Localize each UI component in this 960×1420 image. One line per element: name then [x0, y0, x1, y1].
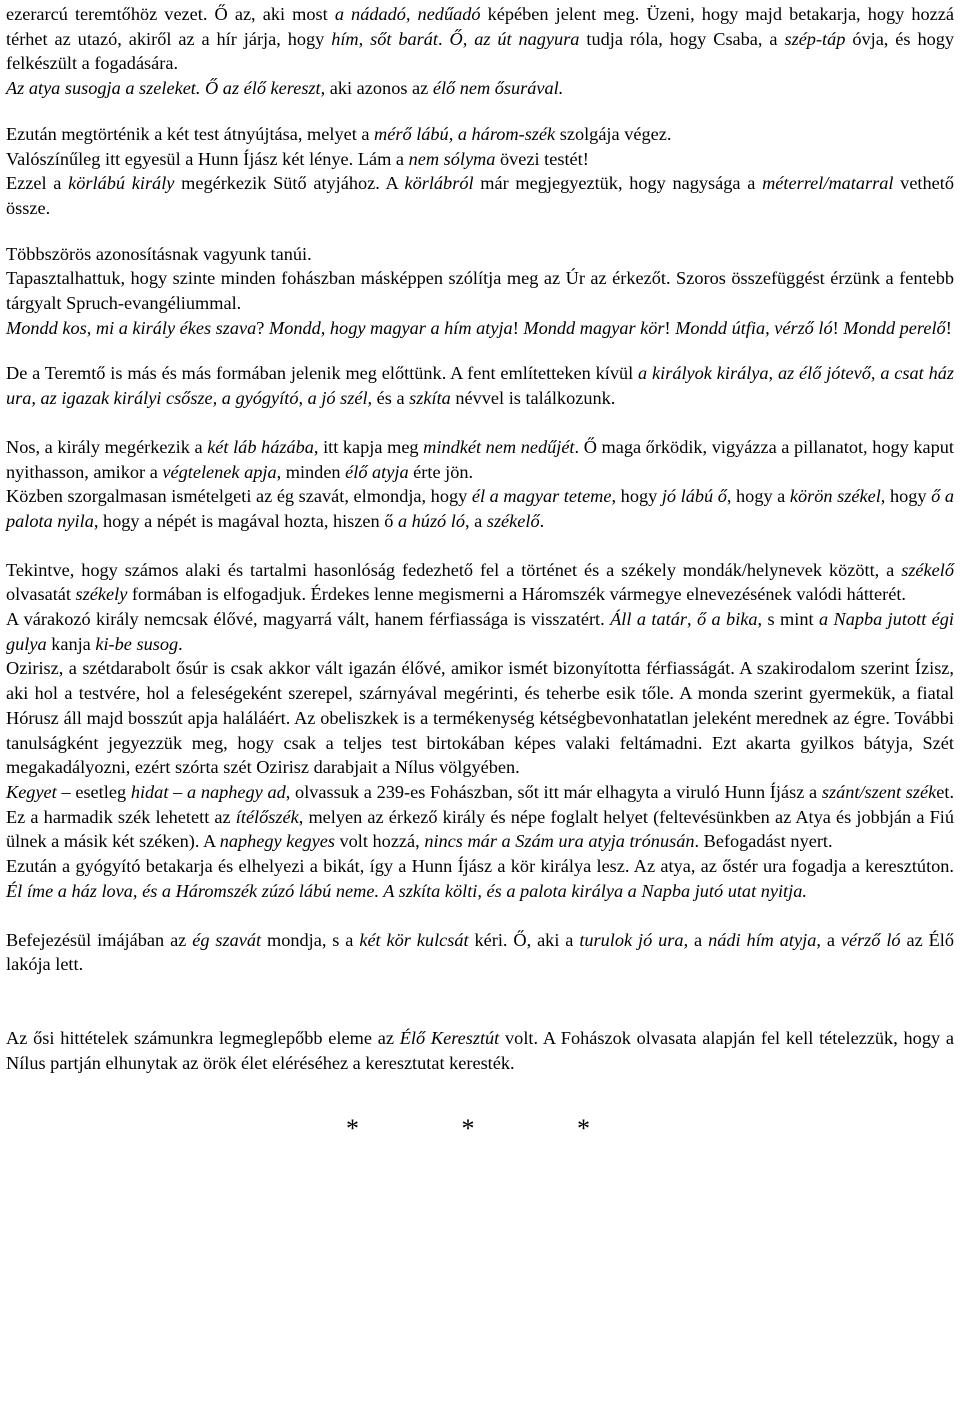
paragraph	[6, 928, 954, 977]
text-run: .	[539, 510, 545, 531]
text-run: képében jelent meg. Üzeni, hogy majd betakarja, hogy hozzá térhet az utazó, akiről az a hír járja, hogy	[6, 4, 954, 49]
text-run: Ezután a gyógyító betakarja és elhelyezi a bikát, így a Hunn Íjász a kör királya lesz. Az atya, az őstér ura fogadja a keresztúton.	[6, 856, 954, 877]
italic-run: ki-be susog	[95, 633, 179, 654]
italic-run: körlábról	[404, 173, 474, 194]
italic-run: ítélőszék	[235, 806, 299, 827]
italic-run: mérő lábú, a három-szék	[374, 123, 556, 144]
text-run: !	[832, 317, 844, 338]
italic-run: vérző ló	[840, 929, 901, 950]
paragraph	[6, 435, 954, 484]
italic-run: élő kereszt	[243, 78, 321, 99]
italic-run: Élő Keresztút	[399, 1027, 500, 1048]
text-run: és a	[372, 388, 410, 409]
italic-run: székelő	[486, 510, 540, 531]
text-run: !	[664, 317, 676, 338]
italic-run: Mondd, hogy magyar a hím atyja	[268, 317, 513, 338]
italic-run: Mondd magyar kör	[523, 317, 665, 338]
text-run: Ozirisz, a szétdarabolt ősúr is csak akkor vált igazán élővé, amikor ismét bizonyította férfiasságát. A szakirodalom szerint Ízisz, aki hol a testvére, hol a feleségeként szerepel, szárnyával megérinti, és teherbe esik tőle. A monda szerint gyermekük, a fiatal Hórusz áll majd bosszút apja haláláért. Az obeliszkek is a termékenység kétségbevonhatatlan jeleként merednek az égre. További tanulságként jegyezzük meg, hogy csak a teljes test birtokában képes valaki feltámadni. Ezt akarta gyilkos bátyja, Szét megakadályozni, ezért szórta szét Ozirisz darabjait a Nílus völgyében.	[6, 658, 954, 778]
paragraph	[6, 2, 954, 76]
italic-run: a királyok királya, az élő jótevő, a csat ház ura, az igazak királyi csősze, a gyógyító, a jó szél,	[6, 363, 954, 409]
italic-run: hidat	[130, 781, 169, 802]
text-run: . Befogadást nyert.	[694, 831, 833, 852]
section-separator: * * *	[346, 1114, 638, 1144]
text-run: , hogy a népét is magával hozta, hiszen ő	[93, 510, 398, 531]
text-run: kanja	[46, 633, 96, 654]
text-run: ?	[256, 317, 269, 338]
paragraph	[6, 76, 954, 101]
italic-run: Él íme a ház lova, és a Háromszék zúzó lábú neme. A szkíta költi, és a palota királya a Napba jutó utat nyitja.	[6, 880, 807, 901]
text-run: !	[512, 317, 524, 338]
italic-run: ő a bika	[696, 609, 758, 630]
text-run: , itt kapja meg	[313, 436, 424, 457]
italic-run: a Napba jutott égi gulya	[6, 609, 955, 654]
italic-run: körlábú király	[68, 173, 175, 194]
paragraph	[6, 316, 954, 341]
italic-run: mindkét nem nedűjét	[423, 436, 575, 457]
text-run: , minden	[276, 461, 346, 482]
text-run: szolgája végez.	[555, 123, 672, 144]
paragraph	[6, 361, 954, 410]
text-run: formában is elfogadjuk. Érdekes lenne megismerni a Háromszék vármegye elnevezésének valódi hátterét.	[127, 584, 906, 605]
text-run: De a Teremtő is más és más formában jelenik meg előttünk. A fent említetteken kívül	[6, 363, 639, 384]
italic-run: ő a palota nyila	[6, 486, 954, 531]
text-run: , a	[465, 510, 487, 531]
text-run: Nos, a király megérkezik a	[6, 436, 208, 457]
paragraph	[6, 266, 954, 315]
text-run: .	[438, 28, 450, 49]
text-run: , olvassuk a 239-es Fohászban, sőt itt már elhagyta a viruló Hunn Íjász a	[285, 781, 822, 802]
text-run: Tapasztalhattuk, hogy szinte minden fohászban másképpen szólítja meg az Úr az érkezőt. Szoros összefüggést érzünk a fentebb tárgyalt Spruch-evangéliummal.	[6, 268, 954, 314]
text-run: Ezután megtörténik a két test átnyújtása, melyet a	[6, 123, 375, 144]
paragraph	[6, 656, 954, 780]
italic-run: két kör kulcsát	[359, 929, 469, 950]
italic-run: szép-táp	[784, 28, 846, 49]
italic-run: Mondd útfia, vérző ló	[675, 317, 833, 338]
text-run: olvasatát	[6, 584, 76, 605]
text-run: , a	[816, 929, 841, 950]
italic-run: ég szavát	[192, 929, 262, 950]
italic-run: szkíta	[409, 388, 451, 409]
text-run: az Élő lakója lett.	[6, 929, 954, 975]
text-run: volt hozzá,	[334, 831, 425, 852]
text-run: , melyen az érkező király és népe foglalt helyet (feltevésünkben az Atya és jobbján a Fiú ülnek a másik két széken). A	[6, 806, 954, 852]
text-run: , hogy	[880, 486, 932, 507]
italic-run: Ő, az út nagyura	[449, 28, 580, 49]
text-run: . Ő maga őrködik, vigyázza a pillanatot, hogy kaput nyithasson, amikor a	[6, 436, 955, 482]
text-run: ,	[686, 609, 697, 630]
italic-run: körön székel	[789, 486, 881, 507]
italic-run: Mondd perelő	[843, 317, 946, 338]
italic-run: méterrel/matarral	[762, 173, 894, 194]
text-run: et. Ez a harmadik szék lehetett az	[6, 781, 955, 827]
text-run: ezerarcú teremtőhöz vezet. Ő az, aki most	[6, 4, 335, 24]
italic-run: élő atyja	[345, 461, 409, 482]
italic-run: jó lábú ő	[661, 486, 727, 507]
paragraph	[6, 854, 954, 903]
paragraph	[6, 607, 954, 656]
italic-run: hím, sőt barát	[331, 28, 438, 49]
text-run: !	[945, 317, 952, 338]
italic-run: naphegy kegyes	[219, 831, 335, 852]
italic-run: Kegyet	[6, 781, 57, 802]
text-run: névvel is találkozunk.	[450, 388, 616, 409]
italic-run: Mondd kos, mi a király ékes szava	[6, 317, 257, 338]
italic-run: Az atya susogja a szeleket. Ő az	[6, 78, 244, 99]
italic-run: nádi hím atyja	[708, 929, 817, 950]
text-run: Tekintve, hogy számos alaki és tartalmi hasonlóság fedezhető fel a történet és a székely mondák/helynevek között, a	[6, 559, 902, 580]
text-run: megérkezik Sütő atyjához. A	[174, 173, 405, 194]
italic-run: két láb házába	[207, 436, 314, 457]
italic-run: él a magyar teteme	[471, 486, 612, 507]
italic-run: élő nem ősurával.	[432, 78, 564, 99]
text-run: Valószínűleg itt egyesül a Hunn Íjász két lénye. Lám a	[6, 148, 409, 169]
italic-run: nincs már a Szám ura atyja trónusán	[424, 831, 695, 852]
italic-run: székely	[75, 584, 128, 605]
text-run: , hogy	[611, 486, 662, 507]
text-run: óvja, és hogy felkészült a fogadására.	[6, 28, 955, 74]
paragraph	[6, 171, 954, 220]
text-run: Közben szorgalmasan ismételgeti az ég szavát, elmondja, hogy	[6, 486, 472, 507]
text-run: , hogy a	[726, 486, 790, 507]
paragraph	[6, 780, 954, 854]
text-run: érte jön.	[408, 461, 474, 482]
text-run: Többszörös azonosításnak vagyunk tanúi.	[6, 243, 312, 264]
italic-run: a nádadó, nedűadó	[334, 4, 481, 24]
paragraph	[6, 147, 954, 172]
italic-run: székelő	[901, 559, 954, 580]
text-run: övezi testét!	[495, 148, 589, 169]
text-run: tudja róla, hogy Csaba, a	[579, 28, 785, 49]
italic-run: nem sólyma	[408, 148, 496, 169]
text-run: mondja, s a	[261, 929, 360, 950]
text-run: .	[178, 633, 183, 654]
text-run: , aki azonos az	[320, 78, 433, 99]
italic-run: Áll a tatár	[610, 609, 687, 630]
paragraph	[6, 242, 954, 267]
text-run: –	[168, 781, 187, 802]
italic-run: végtelenek apja	[162, 461, 277, 482]
text-run: Az ősi hittételek számunkra legmeglepőbb eleme az	[6, 1027, 400, 1048]
paragraph	[6, 484, 954, 533]
text-run: Ezzel a	[6, 173, 69, 194]
text-run: volt. A Fohászok olvasata alapján fel kell tételezzük, hogy a Nílus partján elhunytak az örök élet eléréséhez a keresztutat keresték.	[6, 1027, 954, 1073]
italic-run: a húzó ló	[397, 510, 465, 531]
italic-run: szánt/szent szék	[821, 781, 937, 802]
text-run: , s mint	[757, 609, 819, 630]
text-run: kéri. Ő, aki a	[468, 929, 580, 950]
text-run: Befejezésül imájában az	[6, 929, 193, 950]
paragraph	[6, 122, 954, 147]
text-run: vethető össze.	[6, 173, 954, 218]
italic-run: a naphegy ad	[186, 781, 286, 802]
text-run: – esetleg	[56, 781, 131, 802]
paragraph	[6, 1026, 954, 1075]
text-run: , a	[683, 929, 709, 950]
paragraph	[6, 558, 954, 607]
text-run: A várakozó király nemcsak élővé, magyarrá vált, hanem férfiassága is visszatért.	[6, 609, 611, 630]
italic-run: turulok jó ura	[579, 929, 684, 950]
text-run: már megjegyeztük, hogy nagysága a	[473, 173, 763, 194]
